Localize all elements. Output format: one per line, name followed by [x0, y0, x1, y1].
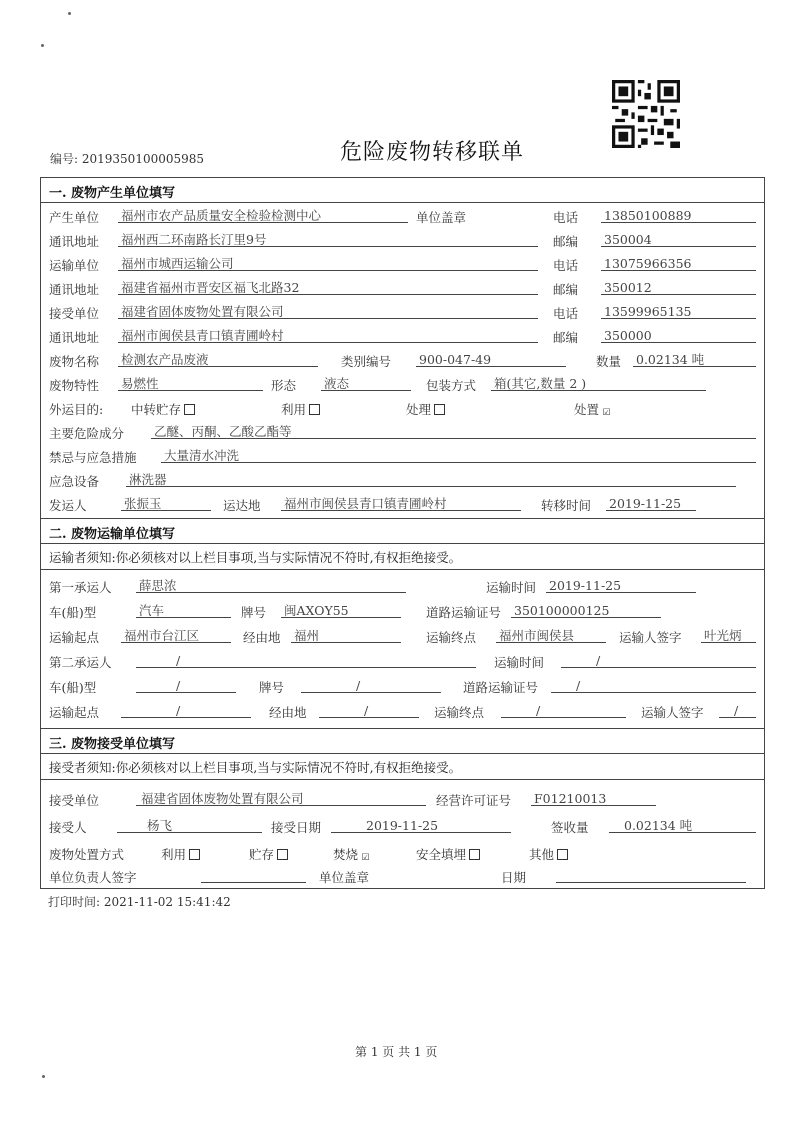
transfer-time-field[interactable]: 2019-11-25 — [606, 496, 696, 511]
start2-field[interactable]: / — [121, 703, 251, 718]
hazard-label: 主要危险成分 — [49, 426, 125, 441]
quantity-field[interactable]: 0.02134 吨 — [633, 352, 756, 367]
receiver-postcode-field[interactable]: 350000 — [601, 328, 756, 343]
transporter-phone-field[interactable]: 13075966356 — [601, 256, 756, 271]
sign1-field[interactable]: 叶光炳 — [701, 628, 756, 643]
receive-notice: 接受者须知:你必须核对以上栏目事项,当与实际情况不符时,有权拒绝接受。 — [41, 753, 764, 780]
permit-label: 道路运输证号 — [426, 605, 502, 620]
carrier1-label: 第一承运人 — [49, 580, 112, 595]
end-label-2: 运输终点 — [434, 705, 485, 720]
method-label: 废物处置方式 — [49, 847, 125, 862]
section1-header: 一. 废物产生单位填写 — [41, 178, 764, 203]
equipment-field[interactable]: 淋洗器 — [126, 472, 736, 487]
time-label: 运输时间 — [486, 580, 537, 595]
vehicle2-field[interactable]: / — [136, 678, 236, 693]
plate-label: 牌号 — [241, 605, 267, 620]
via-label: 经由地 — [243, 630, 281, 645]
carrier2-field[interactable]: / — [136, 653, 476, 668]
producer-field[interactable]: 福州市农产品质量安全检验检测中心 — [118, 208, 408, 223]
postcode-label-2: 邮编 — [553, 282, 579, 297]
checked-checkbox-icon: ☑ — [602, 408, 611, 418]
phone-label: 电话 — [553, 210, 579, 225]
head-sign-field[interactable] — [201, 868, 306, 883]
start-label: 运输起点 — [49, 630, 100, 645]
package-label: 包装方式 — [426, 378, 477, 393]
checkbox-icon — [469, 849, 480, 860]
method-landfill-option[interactable]: 安全填埋 — [416, 845, 480, 863]
page-title: 危险废物转移联单 — [340, 140, 525, 165]
doc-number: 编号: 2019350100005985 — [50, 152, 205, 166]
scan-speck — [42, 1075, 45, 1078]
method-burn-option[interactable]: 焚烧 ☑ — [333, 847, 370, 863]
transporter-label: 运输单位 — [49, 258, 100, 273]
start-label-2: 运输起点 — [49, 705, 100, 720]
vehicle-label: 车(船)型 — [49, 605, 97, 620]
taboo-field[interactable]: 大量清水冲洗 — [161, 448, 756, 463]
section3-header: 三. 废物接受单位填写 — [41, 728, 764, 754]
transporter-postcode-field[interactable]: 350012 — [601, 280, 756, 295]
plate-label-2: 牌号 — [259, 680, 285, 695]
scan-speck — [68, 12, 71, 15]
person-label: 接受人 — [49, 820, 87, 835]
unit-label: 接受单位 — [49, 793, 100, 808]
receiver-field[interactable]: 福建省固体废物处置有限公司 — [118, 304, 538, 319]
purpose-use-option[interactable]: 利用 — [281, 400, 320, 418]
carrier1-field[interactable]: 薛思浓 — [136, 578, 406, 593]
seal-label: 单位盖章 — [416, 210, 467, 225]
transfer-time-label: 转移时间 — [541, 498, 592, 513]
method-other-option[interactable]: 其他 — [529, 845, 568, 863]
checkbox-icon — [309, 404, 320, 415]
transporter-field[interactable]: 福州市城西运输公司 — [118, 256, 538, 271]
day-label: 日期 — [501, 870, 527, 885]
license-field[interactable]: F01210013 — [531, 791, 656, 806]
quantity-label: 数量 — [596, 354, 622, 369]
unit-seal-label: 单位盖章 — [319, 870, 370, 885]
postcode-label: 邮编 — [553, 234, 579, 249]
transport-notice: 运输者须知:你必须核对以上栏目事项,当与实际情况不符时,有权拒绝接受。 — [41, 543, 764, 570]
end1-field[interactable]: 福州市闽侯县 — [496, 628, 606, 643]
sign-label: 运输人签字 — [619, 630, 682, 645]
qr-code — [612, 80, 680, 148]
destination-field[interactable]: 福州市闽侯县青口镇青圃岭村 — [281, 496, 521, 511]
license-label: 经营许可证号 — [436, 793, 512, 808]
vehicle-label-2: 车(船)型 — [49, 680, 97, 695]
sign2-field[interactable]: / — [719, 703, 756, 718]
waste-name-label: 废物名称 — [49, 354, 100, 369]
page-number: 第 1 页 共 1 页 — [355, 1045, 438, 1059]
phone-label-2: 电话 — [553, 258, 579, 273]
end2-field[interactable]: / — [501, 703, 626, 718]
via-label-2: 经由地 — [269, 705, 307, 720]
property-field[interactable]: 易燃性 — [118, 376, 263, 391]
equipment-label: 应急设备 — [49, 474, 100, 489]
checkbox-icon — [189, 849, 200, 860]
checked-checkbox-icon: ☑ — [361, 853, 370, 863]
transfer-form — [40, 177, 765, 889]
receiver-label: 接受单位 — [49, 306, 100, 321]
waste-name-field[interactable]: 检测农产品废液 — [118, 352, 318, 367]
purpose-dispose-option[interactable]: 处置 ☑ — [574, 402, 611, 418]
permit2-field[interactable]: / — [551, 678, 756, 693]
category-label: 类别编号 — [341, 354, 392, 369]
permit-label-2: 道路运输证号 — [463, 680, 539, 695]
producer-phone-field[interactable]: 13850100889 — [601, 208, 756, 223]
checkbox-icon — [557, 849, 568, 860]
address-label-3: 通讯地址 — [49, 330, 100, 345]
form-label: 形态 — [271, 378, 297, 393]
purpose-treat-option[interactable]: 处理 — [406, 400, 445, 418]
postcode-label-3: 邮编 — [553, 330, 579, 345]
phone-label-3: 电话 — [553, 306, 579, 321]
print-time: 打印时间: 2021-11-02 15:41:42 — [48, 895, 231, 909]
receiver-phone-field[interactable]: 13599965135 — [601, 304, 756, 319]
via2-field[interactable]: / — [319, 703, 419, 718]
transporter-address-field[interactable]: 福建省福州市晋安区福飞北路32 — [118, 280, 538, 295]
carrier2-time-field[interactable]: / — [561, 653, 756, 668]
plate1-field[interactable]: 闽AXOY55 — [281, 603, 401, 618]
purpose-transfer-option[interactable]: 中转贮存 — [131, 400, 195, 418]
end-label: 运输终点 — [426, 630, 477, 645]
checkbox-icon — [277, 849, 288, 860]
checkbox-icon — [184, 404, 195, 415]
date-field[interactable]: 2019-11-25 — [331, 818, 511, 833]
package-field[interactable]: 箱(其它,数量 2 ) — [491, 376, 706, 391]
scan-speck — [41, 44, 44, 47]
day-field[interactable] — [556, 868, 746, 883]
head-sign-label: 单位负责人签字 — [49, 870, 137, 885]
receiver-address-field[interactable]: 福州市闽侯县青口镇青圃岭村 — [118, 328, 538, 343]
vehicle1-field[interactable]: 汽车 — [136, 603, 231, 618]
carrier2-label: 第二承运人 — [49, 655, 112, 670]
method-use-option[interactable]: 利用 — [161, 845, 200, 863]
date-label: 接受日期 — [271, 820, 322, 835]
sign-label-2: 运输人签字 — [641, 705, 704, 720]
qty-field[interactable]: 0.02134 吨 — [609, 818, 756, 833]
form-field[interactable]: 液态 — [321, 376, 411, 391]
method-store-option[interactable]: 贮存 — [249, 845, 288, 863]
shipper-field[interactable]: 张振玉 — [121, 496, 211, 511]
taboo-label: 禁忌与应急措施 — [49, 450, 137, 465]
hazard-field[interactable]: 乙醚、丙酮、乙酸乙酯等 — [151, 424, 756, 439]
time-label-2: 运输时间 — [494, 655, 545, 670]
purpose-label: 外运目的: — [49, 402, 104, 417]
qty-label: 签收量 — [551, 820, 589, 835]
carrier1-time-field[interactable]: 2019-11-25 — [546, 578, 696, 593]
start1-field[interactable]: 福州市台江区 — [121, 628, 231, 643]
producer-address-field[interactable]: 福州西二环南路长汀里9号 — [118, 232, 538, 247]
plate2-field[interactable]: / — [301, 678, 441, 693]
via1-field[interactable]: 福州 — [291, 628, 401, 643]
shipper-label: 发运人 — [49, 498, 87, 513]
category-field[interactable]: 900-047-49 — [416, 352, 566, 367]
section2-header: 二. 废物运输单位填写 — [41, 518, 764, 544]
address-label-2: 通讯地址 — [49, 282, 100, 297]
checkbox-icon — [434, 404, 445, 415]
producer-label: 产生单位 — [49, 210, 100, 225]
destination-label: 运达地 — [223, 498, 261, 513]
unit-field[interactable]: 福建省固体废物处置有限公司 — [136, 791, 426, 806]
producer-postcode-field[interactable]: 350004 — [601, 232, 756, 247]
address-label: 通讯地址 — [49, 234, 100, 249]
property-label: 废物特性 — [49, 378, 100, 393]
person-field[interactable]: 杨飞 — [117, 818, 262, 833]
permit1-field[interactable]: 350100000125 — [511, 603, 661, 618]
